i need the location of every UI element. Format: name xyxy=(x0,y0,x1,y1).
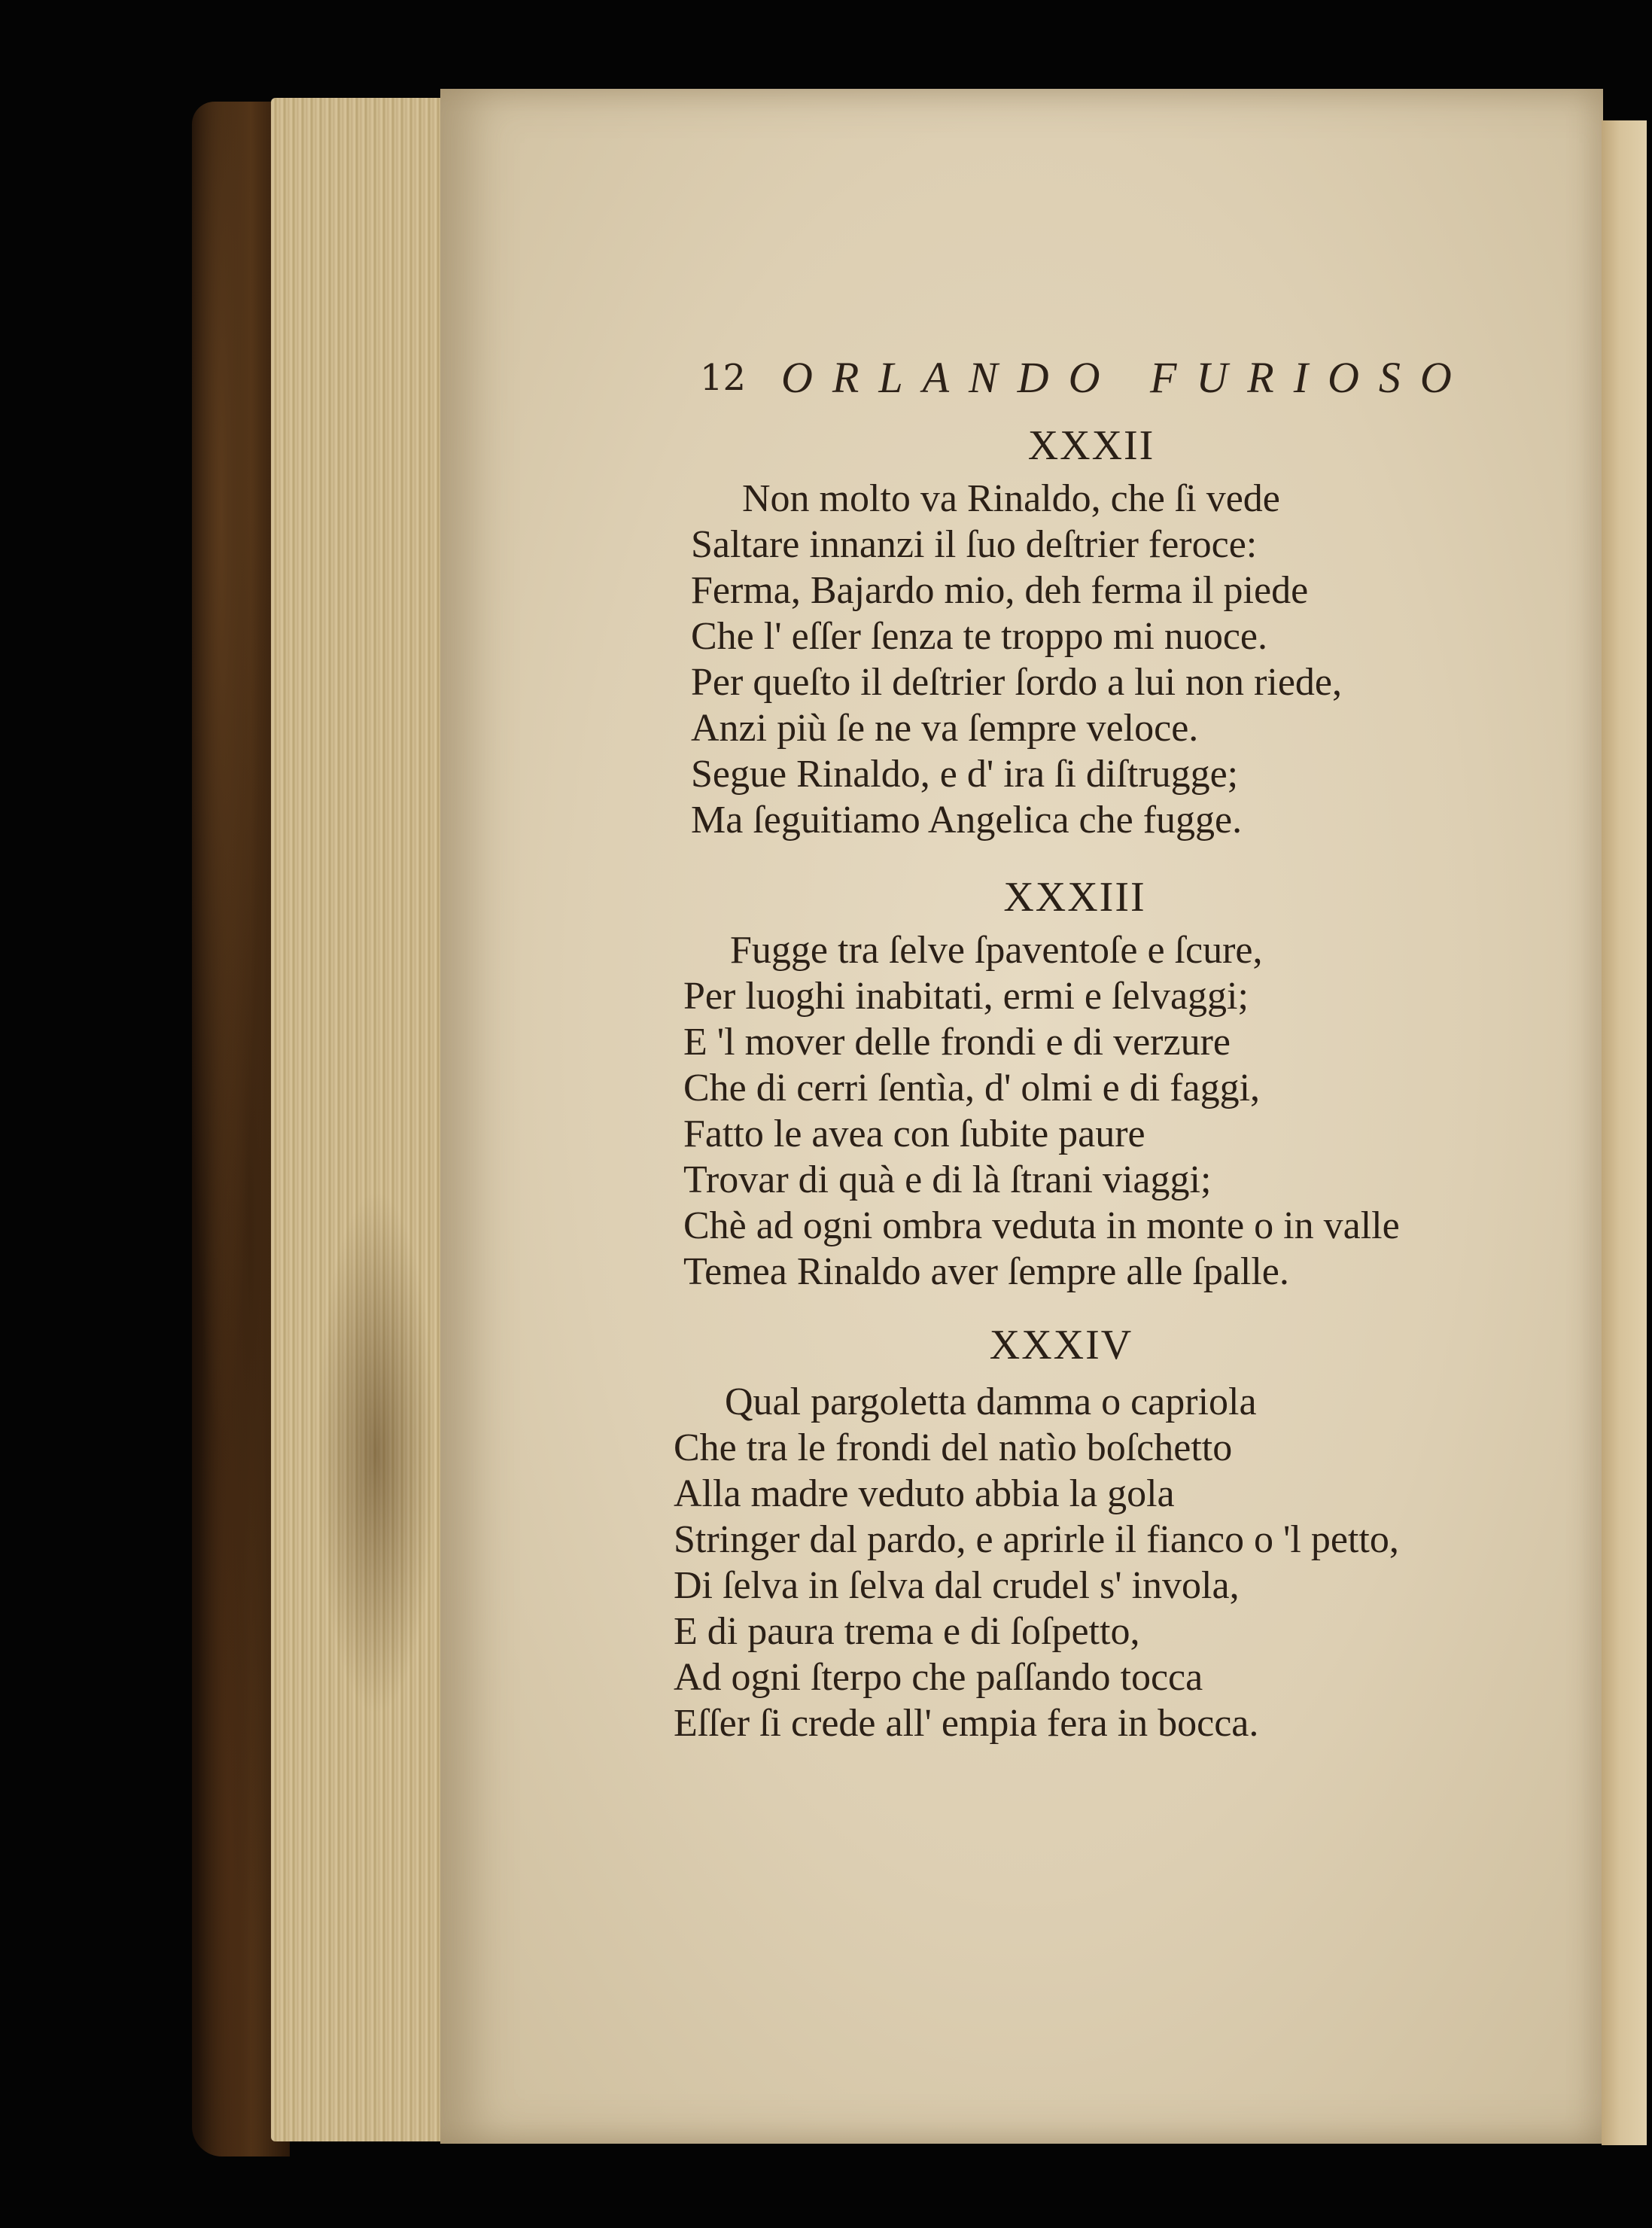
stanza xyxy=(674,1379,1399,1746)
stanza-number: XXXIII xyxy=(1003,874,1146,921)
stanza xyxy=(683,927,1400,1295)
verse-line: Che di cerri ſentìa, d' olmi e di faggi, xyxy=(683,1067,1261,1109)
stanza-number: XXXII xyxy=(1027,422,1155,469)
running-title: ORLANDO FURIOSO xyxy=(781,353,1471,402)
facing-page-edge xyxy=(1602,120,1647,2145)
verse-line: Non molto va Rinaldo, che ſi vede xyxy=(742,477,1280,520)
verse-line: Chè ad ogni ombra veduta in monte o in valle xyxy=(683,1204,1400,1247)
verse-line: E 'l mover delle frondi e di verzure xyxy=(683,1021,1231,1064)
verse-line: Stringer dal pardo, e aprirle il fianco o 'l petto, xyxy=(674,1518,1399,1561)
verse-line: Qual pargoletta damma o capriola xyxy=(725,1380,1257,1423)
verse-line: Ad ogni ſterpo che paſſando tocca xyxy=(674,1656,1203,1699)
verse-line: Ma ſeguitiamo Angelica che fugge. xyxy=(691,799,1243,842)
verse-line: Alla madre veduto abbia la gola xyxy=(674,1472,1175,1515)
verse-line: Fugge tra ſelve ſpaventoſe e ſcure, xyxy=(730,929,1263,972)
verse-line: Fatto le avea con ſubite paure xyxy=(683,1112,1145,1155)
verse-line: Anzi più ſe ne va ſempre veloce. xyxy=(691,707,1199,750)
verse-line: Ferma, Bajardo mio, deh ferma il piede xyxy=(691,569,1309,612)
verse-line: Trovar di quà e di là ſtrani viaggi; xyxy=(683,1158,1212,1201)
verse-line: Per luoghi inabitati, ermi e ſelvaggi; xyxy=(683,975,1249,1018)
verse-line: Eſſer ſi crede all' empia fera in bocca. xyxy=(674,1702,1259,1745)
water-stain xyxy=(316,1189,437,1716)
verse-line: Temea Rinaldo aver ſempre alle ſpalle. xyxy=(683,1250,1289,1293)
stanza-number: XXXIV xyxy=(989,1322,1133,1368)
verse-line: E di paura trema e di ſoſpetto, xyxy=(674,1610,1140,1653)
verse-line: Che tra le frondi del natìo boſchetto xyxy=(674,1426,1233,1469)
stanza xyxy=(691,476,1342,843)
verse-line: Di ſelva in ſelva dal crudel s' invola, xyxy=(674,1564,1240,1607)
verse-line: Che l' eſſer ſenza te troppo mi nuoce. xyxy=(691,615,1267,658)
page-edges xyxy=(271,98,452,2141)
page-number: 12 xyxy=(700,357,747,399)
verse-line: Per queſto il deſtrier ſordo a lui non riede, xyxy=(691,661,1342,704)
page-header xyxy=(700,352,1483,405)
verse-line: Segue Rinaldo, e d' ira ſi diſtrugge; xyxy=(691,753,1239,796)
verse-line: Saltare innanzi il ſuo deſtrier feroce: xyxy=(691,523,1258,566)
